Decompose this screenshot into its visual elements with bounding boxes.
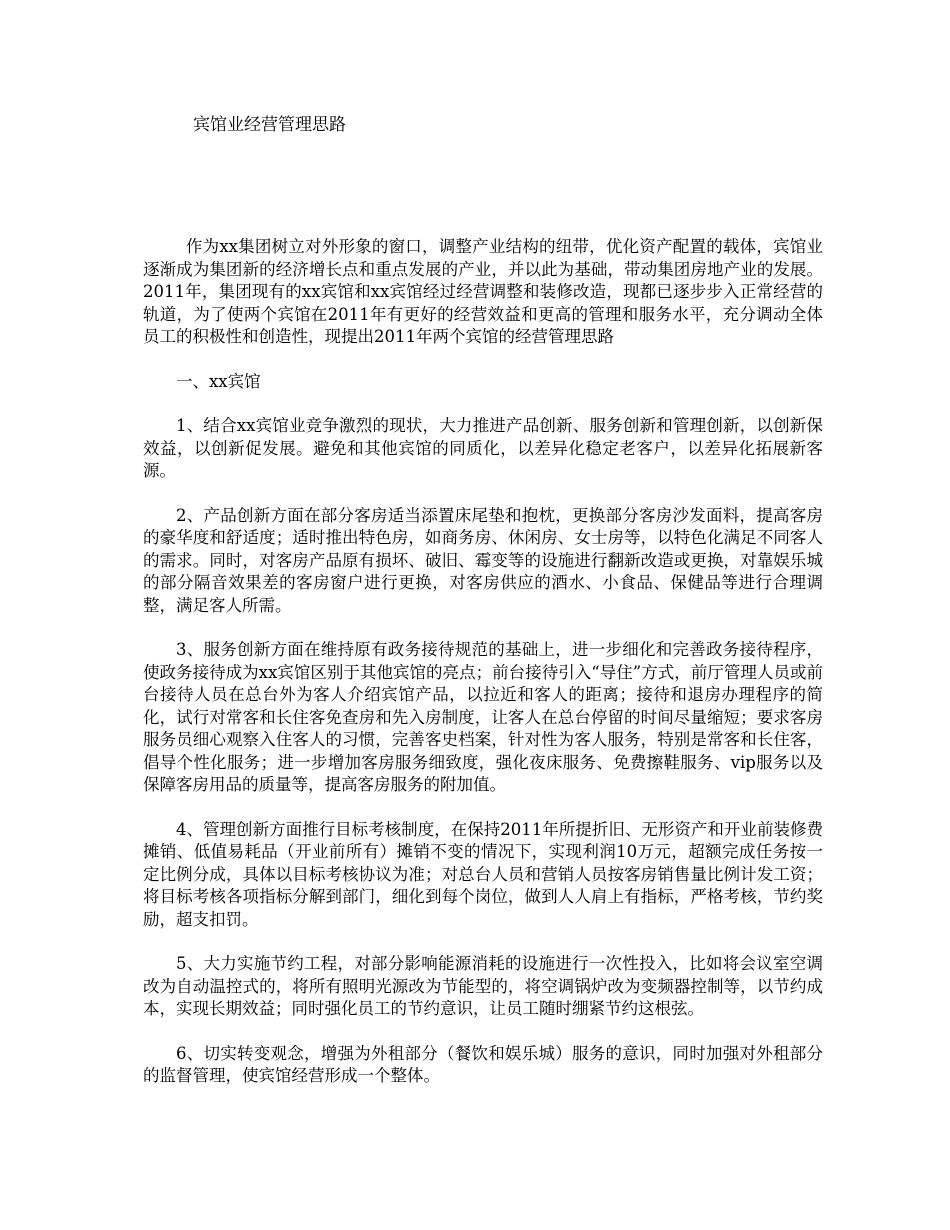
paragraph-gap bbox=[143, 797, 823, 819]
paragraph-gap bbox=[143, 483, 823, 505]
intro-paragraph: 作为xx集团树立对外形象的窗口，调整产业结构的纽带，优化资产配置的载体，宾馆业逐渐成为集团新的经济增长点和重点发展的产业，并以此为基础，带动集团房地产业的发展。2011年，集团现有的xx宾馆和xx宾馆经过经营调整和装修改造，现都已逐步步入正常经营的轨道，为了使两个宾馆在2011年有更好的经营效益和更高的管理和服务水平，充分调动全体员工的积极性和创造性，现提出2011年两个宾馆的经营管理思路 bbox=[143, 237, 823, 346]
section-heading: 一、xx宾馆 bbox=[176, 371, 261, 391]
list-item: 6、切实转变观念，增强为外租部分（餐饮和娱乐城）服务的意识，同时加强对外租部分的监督管理，使宾馆经营形成一个整体。 bbox=[143, 1043, 823, 1085]
document-title: 宾馆业经营管理思路 bbox=[193, 115, 346, 135]
list-item: 1、结合xx宾馆业竞争激烈的现状，大力推进产品创新、服务创新和管理创新，以创新保效益，以创新促发展。避免和其他宾馆的同质化，以差异化稳定老客户，以差异化拓展新客源。 bbox=[143, 416, 823, 480]
list-item: 4、管理创新方面推行目标考核制度，在保持2011年所提折旧、无形资产和开业前装修费摊销、低值易耗品（开业前所有）摊销不变的情况下，实现利润10万元，超额完成任务按一定比例分成，具体以目标考核协议为准；对总台人员和营销人员按客房销售量比例计发工资；将目标考核各项指标分解到部门，细化到每个岗位，做到人人肩上有指标，严格考核，节约奖励，超支扣罚。 bbox=[143, 819, 823, 929]
paragraph-gap bbox=[143, 1021, 823, 1043]
list-item: 5、大力实施节约工程，对部分影响能源消耗的设施进行一次性投入，比如将会议室空调改为自动温控式的，将所有照明光源改为节能型的，将空调锅炉改为变频器控制等，以节约成本，实现长期效益；同时强化员工的节约意识，让员工随时绷紧节约这根弦。 bbox=[143, 954, 823, 1018]
list-item: 2、产品创新方面在部分客房适当添置床尾垫和抱枕，更换部分客房沙发面料，提高客房的豪华度和舒适度；适时推出特色房，如商务房、休闲房、女士房等，以特色化满足不同客人的需求。同时，对客房产品原有损坏、破旧、霉变等的设施进行翻新改造或更换，对靠娱乐城的部分隔音效果差的客房窗户进行更换，对客房供应的酒水、小食品、保健品等进行合理调整，满足客人所需。 bbox=[143, 505, 823, 615]
list-item: 3、服务创新方面在维持原有政务接待规范的基础上，进一步细化和完善政务接待程序，使政务接待成为xx宾馆区别于其他宾馆的亮点；前台接待引入“导住”方式，前厅管理人员或前台接待人员在总台外为客人介绍宾馆产品，以拉近和客人的距离；接待和退房办理程序的简化，试行对常客和长住客免查房和先入房制度，让客人在总台停留的时间尽量缩短；要求客房服务员细心观察入住客人的习惯，完善客史档案，针对性为客人服务，特别是常客和长住客，倡导个性化服务；进一步增加客房服务细致度，强化夜床服务、免费擦鞋服务、vip服务以及保障客房用品的质量等，提高客房服务的附加值。 bbox=[143, 640, 823, 794]
paragraph-gap bbox=[143, 349, 823, 371]
paragraph-gap bbox=[143, 617, 823, 639]
paragraph-gap bbox=[143, 393, 823, 415]
document-body bbox=[143, 236, 823, 1088]
paragraph-gap bbox=[143, 931, 823, 953]
